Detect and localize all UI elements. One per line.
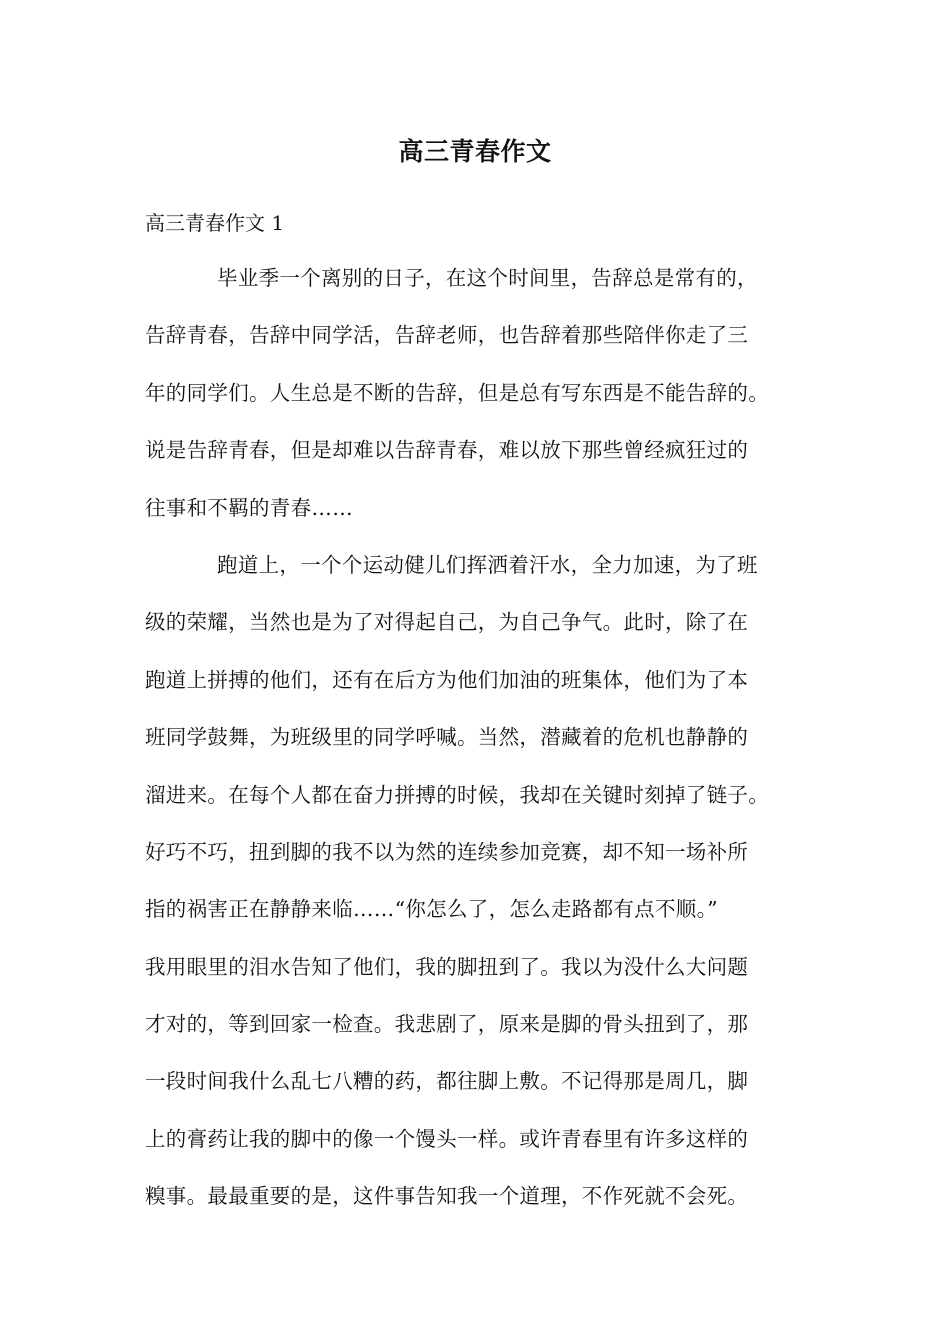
text-line: 一段时间我什么乱七八糟的药，都往脚上敷。不记得那是周几，脚 <box>145 1069 749 1094</box>
essay-body <box>145 260 825 1236</box>
text-line: 说是告辞青春，但是却难以告辞青春，难以放下那些曾经疯狂过的 <box>145 438 749 463</box>
text-line: 好巧不巧，扭到脚的我不以为然的连续参加竞赛，却不知一场补所 <box>145 839 749 864</box>
section-heading: 高三青春作文 1 <box>145 211 285 235</box>
text-line: 才对的，等到回家一检查。我悲剧了，原来是脚的骨头扭到了，那 <box>145 1012 749 1037</box>
text-line: 溜进来。在每个人都在奋力拼搏的时候，我却在关键时刻掉了链子。 <box>145 782 769 807</box>
text-line: 我用眼里的泪水告知了他们，我的脚扭到了。我以为没什么大问题 <box>145 954 749 979</box>
document-title: 高三青春作文 <box>398 137 552 166</box>
text-line: 跑道上拼搏的他们，还有在后方为他们加油的班集体，他们为了本 <box>145 667 749 692</box>
text-line: 指的祸害正在静静来临……“你怎么了，怎么走路都有点不顺。” <box>145 897 718 922</box>
text-line: 糗事。最最重要的是，这件事告知我一个道理，不作死就不会死。 <box>145 1184 749 1209</box>
text-line: 年的同学们。人生总是不断的告辞，但是总有写东西是不能告辞的。 <box>145 380 769 405</box>
text-line: 告辞青春，告辞中同学活，告辞老师，也告辞着那些陪伴你走了三 <box>145 323 749 348</box>
text-line: 上的膏药让我的脚中的像一个馒头一样。或许青春里有许多这样的 <box>145 1126 749 1151</box>
text-line: 毕业季一个离别的日子，在这个时间里，告辞总是常有的， <box>217 266 758 290</box>
text-line: 跑道上，一个个运动健儿们挥洒着汗水，全力加速，为了班 <box>217 552 758 577</box>
text-line: 班同学鼓舞，为班级里的同学呼喊。当然，潜藏着的危机也静静的 <box>145 725 749 750</box>
text-line: 往事和不羁的青春…… <box>145 495 353 520</box>
text-line: 级的荣耀，当然也是为了对得起自己，为自己争气。此时，除了在 <box>145 610 749 635</box>
